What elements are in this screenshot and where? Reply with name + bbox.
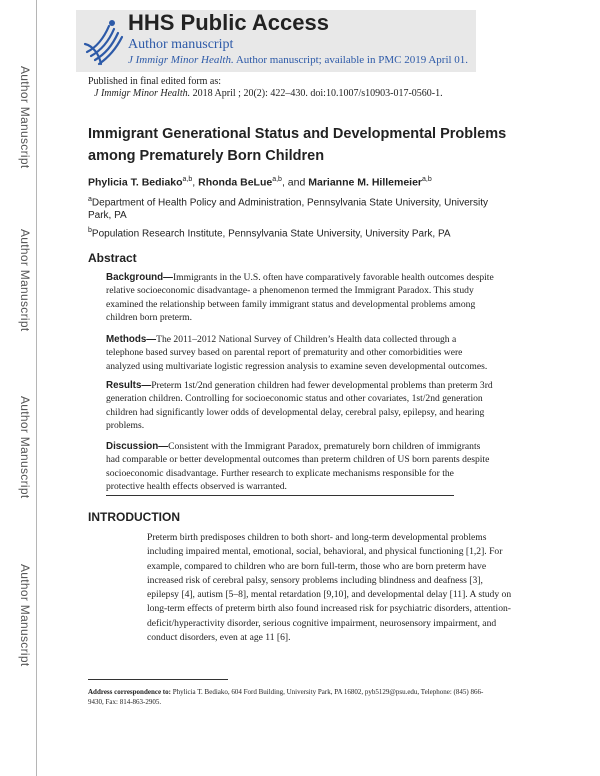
header-title: HHS Public Access [128, 10, 329, 35]
sidebar-label-author-manuscript: Author Manuscript [18, 395, 32, 499]
abstract-discussion: Discussion—Consistent with the Immigrant Paradox, prematurely born children of immigrants had comparable or better developmental outcomes than preterm children of US born parents despite socioeconomic disadvantage. Further research to explicate mechanisms responsible for the protective health effects observed is warranted. [106, 441, 490, 493]
introduction-paragraph: Preterm birth predisposes children to both short- and long-term developmental problems including impaired mental, emotional, social, behavioral, and physical functioning [1,2]. For example, compared to children who are born full-term, those who are born preterm have increased risk of cerebral palsy, sensory problems including blindness and deafness [3], epilepsy [4], autism [5–8], mental retardation [9,10], and developmental delay [11]. A study on long-term effects of preterm birth also found increased risk for psychiatric disorders, attention-deficit/hyperactivity disorder, serious cognitive impairment, neurosensory impairment, and conduct disorders, even at age 11 [6]. [147, 532, 512, 644]
published-label: Published in final edited form as: [88, 76, 222, 87]
abstract-heading: Abstract [88, 251, 137, 265]
published-citation: J Immigr Minor Health. 2018 April ; 20(2): 422–430. doi:10.1007/s10903-017-0560-1. [94, 88, 443, 99]
sidebar-label-author-manuscript: Author Manuscript [18, 563, 32, 667]
affiliation: $^b$Population Research Institute, Pennsylvania State University, University Park, PA [88, 227, 451, 240]
abstract-results: Results—Preterm 1st/2nd generation children had fewer developmental problems than preterm 3rd generation children. Controlling for socioeconomic status and other covariates, 1st/2nd generation children had significantly lower odds of developmental delay, cerebral palsy, epilepsy, and hearing problems. [106, 380, 493, 432]
author-name: Marianne M. Hillemeier [308, 176, 423, 189]
header-citation: J Immigr Minor Health. Author manuscript; available in PMC 2019 April 01. [128, 54, 469, 66]
author-name: Rhonda BeLue [198, 176, 273, 189]
abstract-background: Background—Immigrants in the U.S. often have comparatively favorable health outcomes despite relative socioeconomic disadvantage- a phenomenon termed the Immigrant Paradox. This study examined the relationship between family immigrant status and developmental problems among children born preterm. [106, 272, 494, 324]
introduction-heading: INTRODUCTION [88, 510, 180, 524]
hhs-header [76, 10, 476, 72]
author-name: Phylicia T. Bediako [88, 176, 183, 189]
abstract-methods: Methods—The 2011–2012 National Survey of Children’s Health data collected through a telephone based survey based on parental report of prematurity and other comorbidities were analyzed using multivariate logistic regression analysis to examine seven developmental outcomes. [106, 334, 488, 372]
footnote: Address correspondence to: Phylicia T. Bediako, 604 Ford Building, University Park, PA 16802, pyb5129@psu.edu, Telephone: (845) 866-9430, Fax: 814-863-2905. [88, 688, 484, 706]
author-list: Phylicia T. Bediako$^{a,b}$, Rhonda BeLue$^{a,b}$, and Marianne M. Hillemeier$^{a,b}$ [88, 176, 432, 189]
header-subtitle: Author manuscript [128, 37, 234, 52]
sidebar-label-author-manuscript: Author Manuscript [18, 65, 32, 169]
affiliation: $^a$Department of Health Policy and Administration, Pennsylvania State University, University Park, PA [88, 196, 489, 222]
footnote-rule [88, 679, 228, 680]
sidebar-label-author-manuscript: Author Manuscript [18, 228, 32, 332]
hhs-eagle-logo-icon [79, 14, 131, 68]
sidebar-divider [36, 0, 37, 776]
abstract-rule [106, 495, 454, 496]
article-title: Immigrant Generational Status and Developmental Problems among Prematurely Born Children [88, 126, 507, 164]
